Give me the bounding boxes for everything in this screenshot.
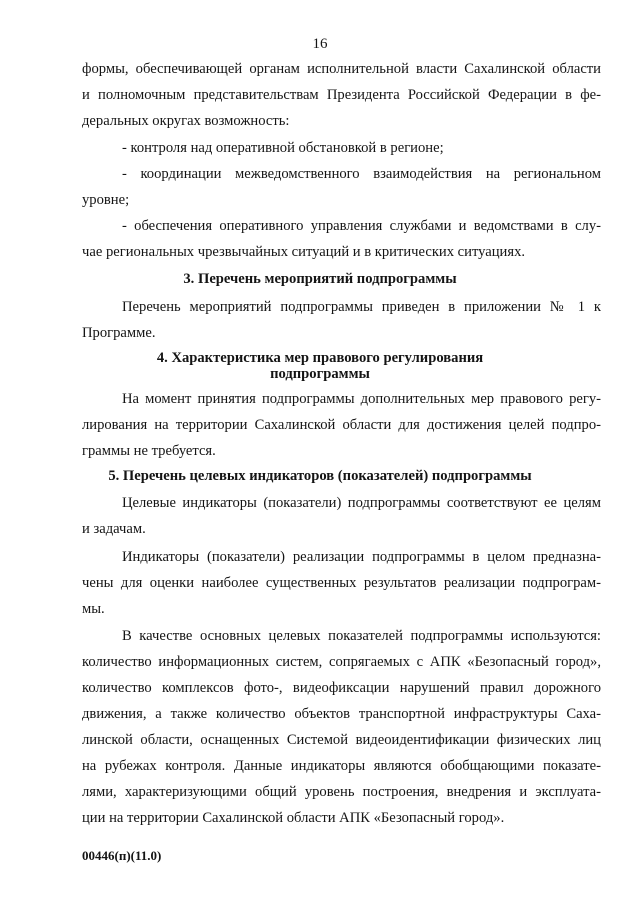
body-line: граммы не требуется. (82, 443, 216, 459)
body-line: на рубежах контроля. Данные индикаторы являются обобщающими показате- (82, 758, 601, 774)
list-item: - контроля над оперативной обстановкой в регионе; (122, 140, 444, 156)
body-line: формы, обеспечивающей органам исполнительной власти Сахалинской области (82, 61, 601, 77)
section-heading: 4. Характеристика мер правового регулирования (156, 350, 484, 366)
body-line: деральных округах возможность: (82, 113, 290, 129)
body-line: лями, характеризующими общий уровень построения, внедрения и эксплуата- (82, 784, 601, 800)
body-line: чены для оценки наиболее существенных результатов реализации подпрограм- (82, 575, 601, 591)
section-heading: 5. Перечень целевых индикаторов (показателей) подпрограммы (108, 468, 532, 484)
document-code: 00446(п)(11.0) (82, 848, 162, 863)
body-line: и задачам. (82, 521, 146, 537)
body-line: количество комплексов фото-, видеофиксации нарушений правил дорожного (82, 680, 601, 696)
body-line: лирования на территории Сахалинской области для достижения целей подпро- (82, 417, 601, 433)
body-line: чае региональных чрезвычайных ситуаций и в критических ситуациях. (82, 244, 526, 260)
body-line: Целевые индикаторы (показатели) подпрограммы соответствуют ее целям (122, 495, 601, 511)
body-line: В качестве основных целевых показателей подпрограммы используются: (122, 628, 601, 644)
list-item: - обеспечения оперативного управления службами и ведомствами в слу- (122, 218, 601, 234)
section-heading-cont: подпрограммы (270, 366, 370, 382)
page-number: 16 (312, 36, 328, 52)
body-line: Индикаторы (показатели) реализации подпрограммы в целом предназна- (122, 549, 601, 565)
body-line: линской области, оснащенных Системой видеоидентификации физических лиц (82, 732, 601, 748)
list-item: - координации межведомственного взаимодействия на региональном (122, 166, 601, 182)
body-line: Перечень мероприятий подпрограммы приведен в приложении № 1 к (122, 299, 601, 315)
body-line: уровне; (82, 192, 130, 208)
section-heading: 3. Перечень мероприятий подпрограммы (183, 271, 457, 287)
body-line: и полномочным представительствам Президента Российской Федерации в фе- (82, 87, 601, 103)
body-line: Программе. (82, 325, 156, 341)
body-line: ции на территории Сахалинской области АПК «Безопасный город». (82, 810, 505, 826)
body-line: мы. (82, 601, 105, 617)
body-line: На момент принятия подпрограммы дополнительных мер правового регу- (122, 391, 601, 407)
body-line: количество информационных систем, сопрягаемых с АПК «Безопасный город», (82, 654, 601, 670)
body-line: движения, а также количество объектов транспортной инфраструктуры Саха- (82, 706, 601, 722)
